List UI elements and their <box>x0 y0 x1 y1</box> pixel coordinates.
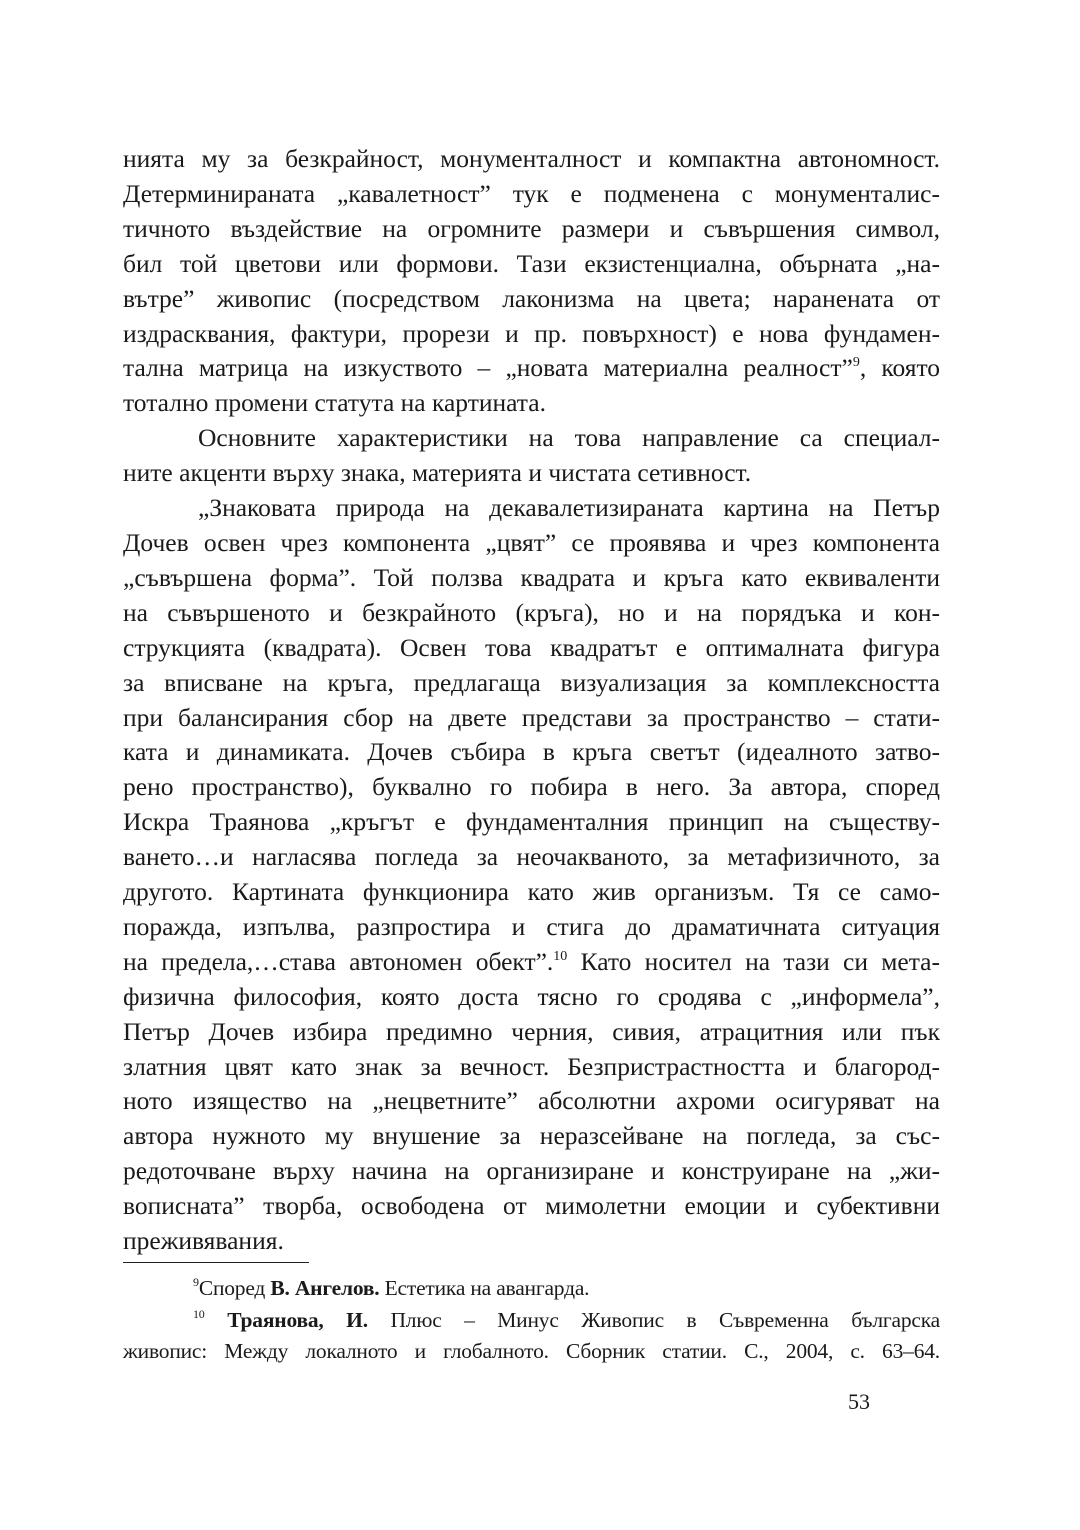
text-line: преживявания. <box>123 1226 284 1256</box>
text-line: редоточване върху начина на организиране и конструиране на „жи- <box>123 1156 940 1186</box>
text-line: рено пространство), буквално го побира в него. За автора, според <box>123 772 940 802</box>
text-line: автора нужното му внушение за неразсейване на погледа, за със- <box>123 1121 940 1151</box>
text-line-part: на предела,…става автономен обект”. <box>123 946 554 976</box>
footnote-ref-10: 10 <box>553 948 568 964</box>
text-line: за вписване на кръга, предлагаща визуализация за комплексността <box>123 667 940 697</box>
text-line: другото. Картината функционира като жив организъм. Тя се само- <box>123 877 940 907</box>
text-line: Детерминираната „кавалетност” тук е подменена с монументалис- <box>123 178 940 208</box>
footnote-divider <box>123 1262 309 1263</box>
text-line: Дочев освен чрез компонента „цвят” се проявява и чрез компонента <box>123 527 940 557</box>
footnote-marker-10: 10 <box>193 1306 205 1321</box>
paragraph-start: „Знаковата природа на декавалетизираната картина на Петър <box>198 493 940 523</box>
text-line: ното изящество на „нецветните” абсолютни ахроми осигуряват на <box>123 1086 940 1116</box>
footnotes <box>123 1273 940 1368</box>
text-line: „съвършена форма”. Той ползва квадрата и кръга като еквиваленти <box>123 562 940 592</box>
footnote-ref-9: 9 <box>852 355 860 371</box>
footnote-marker-9: 9 <box>193 1275 199 1289</box>
page-number: 53 <box>848 1389 870 1414</box>
text-line: издрасквания, фактури, прорези и пр. повърхност) е нова фундамен- <box>123 318 940 348</box>
text-line: бил той цветови или формови. Тази екзистенциална, обърната „на- <box>123 248 940 278</box>
text-line-part: тална матрица на изкуството – „новата материална реалност” <box>123 353 853 383</box>
text-line: при балансирания сбор на двете представи за пространство – стати- <box>123 702 940 732</box>
text-line: вътре” живопис (посредством лаконизма на цвета; наранената от <box>123 283 940 313</box>
footnote-author: В. Ангелов. <box>270 1276 380 1300</box>
footnote-10-continued: живопис: Между локалното и глобалното. Сборник статии. С., 2004, с. 63–64. <box>123 1339 940 1363</box>
text-line: поражда, изпълва, разпростира и стига до драматичната ситуация <box>123 911 940 941</box>
text-line: вописната” творба, освободена от мимолетни емоции и субективни <box>123 1191 940 1221</box>
text-line: ните акценти върху знака, материята и чистата сетивност. <box>123 458 752 488</box>
text-line: ването…и нагласява погледа за неочакваното, за метафизичното, за <box>123 842 940 872</box>
footnote-text: Според <box>198 1276 271 1300</box>
text-line: тотално промени статута на картината. <box>123 388 546 418</box>
footnote-author: Траянова, И. <box>227 1307 368 1332</box>
text-line: златния цвят като знак за вечност. Безпристрастността и благород- <box>123 1051 940 1081</box>
text-line: тичното въздействие на огромните размери и съвършения символ, <box>123 213 940 243</box>
footnote-text: Естетика на авангарда. <box>379 1276 590 1300</box>
footnote-9 <box>123 1273 940 1305</box>
text-line: нията му за безкрайност, монументалност и компактна автономност. <box>123 144 940 173</box>
paragraph-start: Основните характеристики на това направление са специал- <box>198 423 940 453</box>
text-line: на съвършеното и безкрайното (кръга), но и на порядъка и кон- <box>123 597 940 627</box>
text-line-part: , която <box>859 353 940 383</box>
footnote-10 <box>123 1305 940 1337</box>
text-line: Искра Траянова „кръгът е фундаменталния принцип на съществу- <box>123 807 940 837</box>
text-line: Петър Дочев избира предимно черния, сивия, атрацитния или пък <box>123 1016 940 1046</box>
text-line: физична философия, която доста тясно го сродява с „информела”, <box>123 981 940 1011</box>
text-line-with-note-10 <box>123 945 940 980</box>
text-line-part: Като носител на тази си мета- <box>567 946 940 976</box>
text-line: ката и динамиката. Дочев събира в кръга светът (идеалното затво- <box>123 737 940 767</box>
footnote-text: Плюс – Минус Живопис в Съвременна българска <box>367 1307 940 1332</box>
body-text <box>123 142 940 1259</box>
text-line-with-note-9 <box>123 351 940 386</box>
text-line: струкцията (квадрата). Освен това квадратът е оптималната фигура <box>123 632 940 662</box>
